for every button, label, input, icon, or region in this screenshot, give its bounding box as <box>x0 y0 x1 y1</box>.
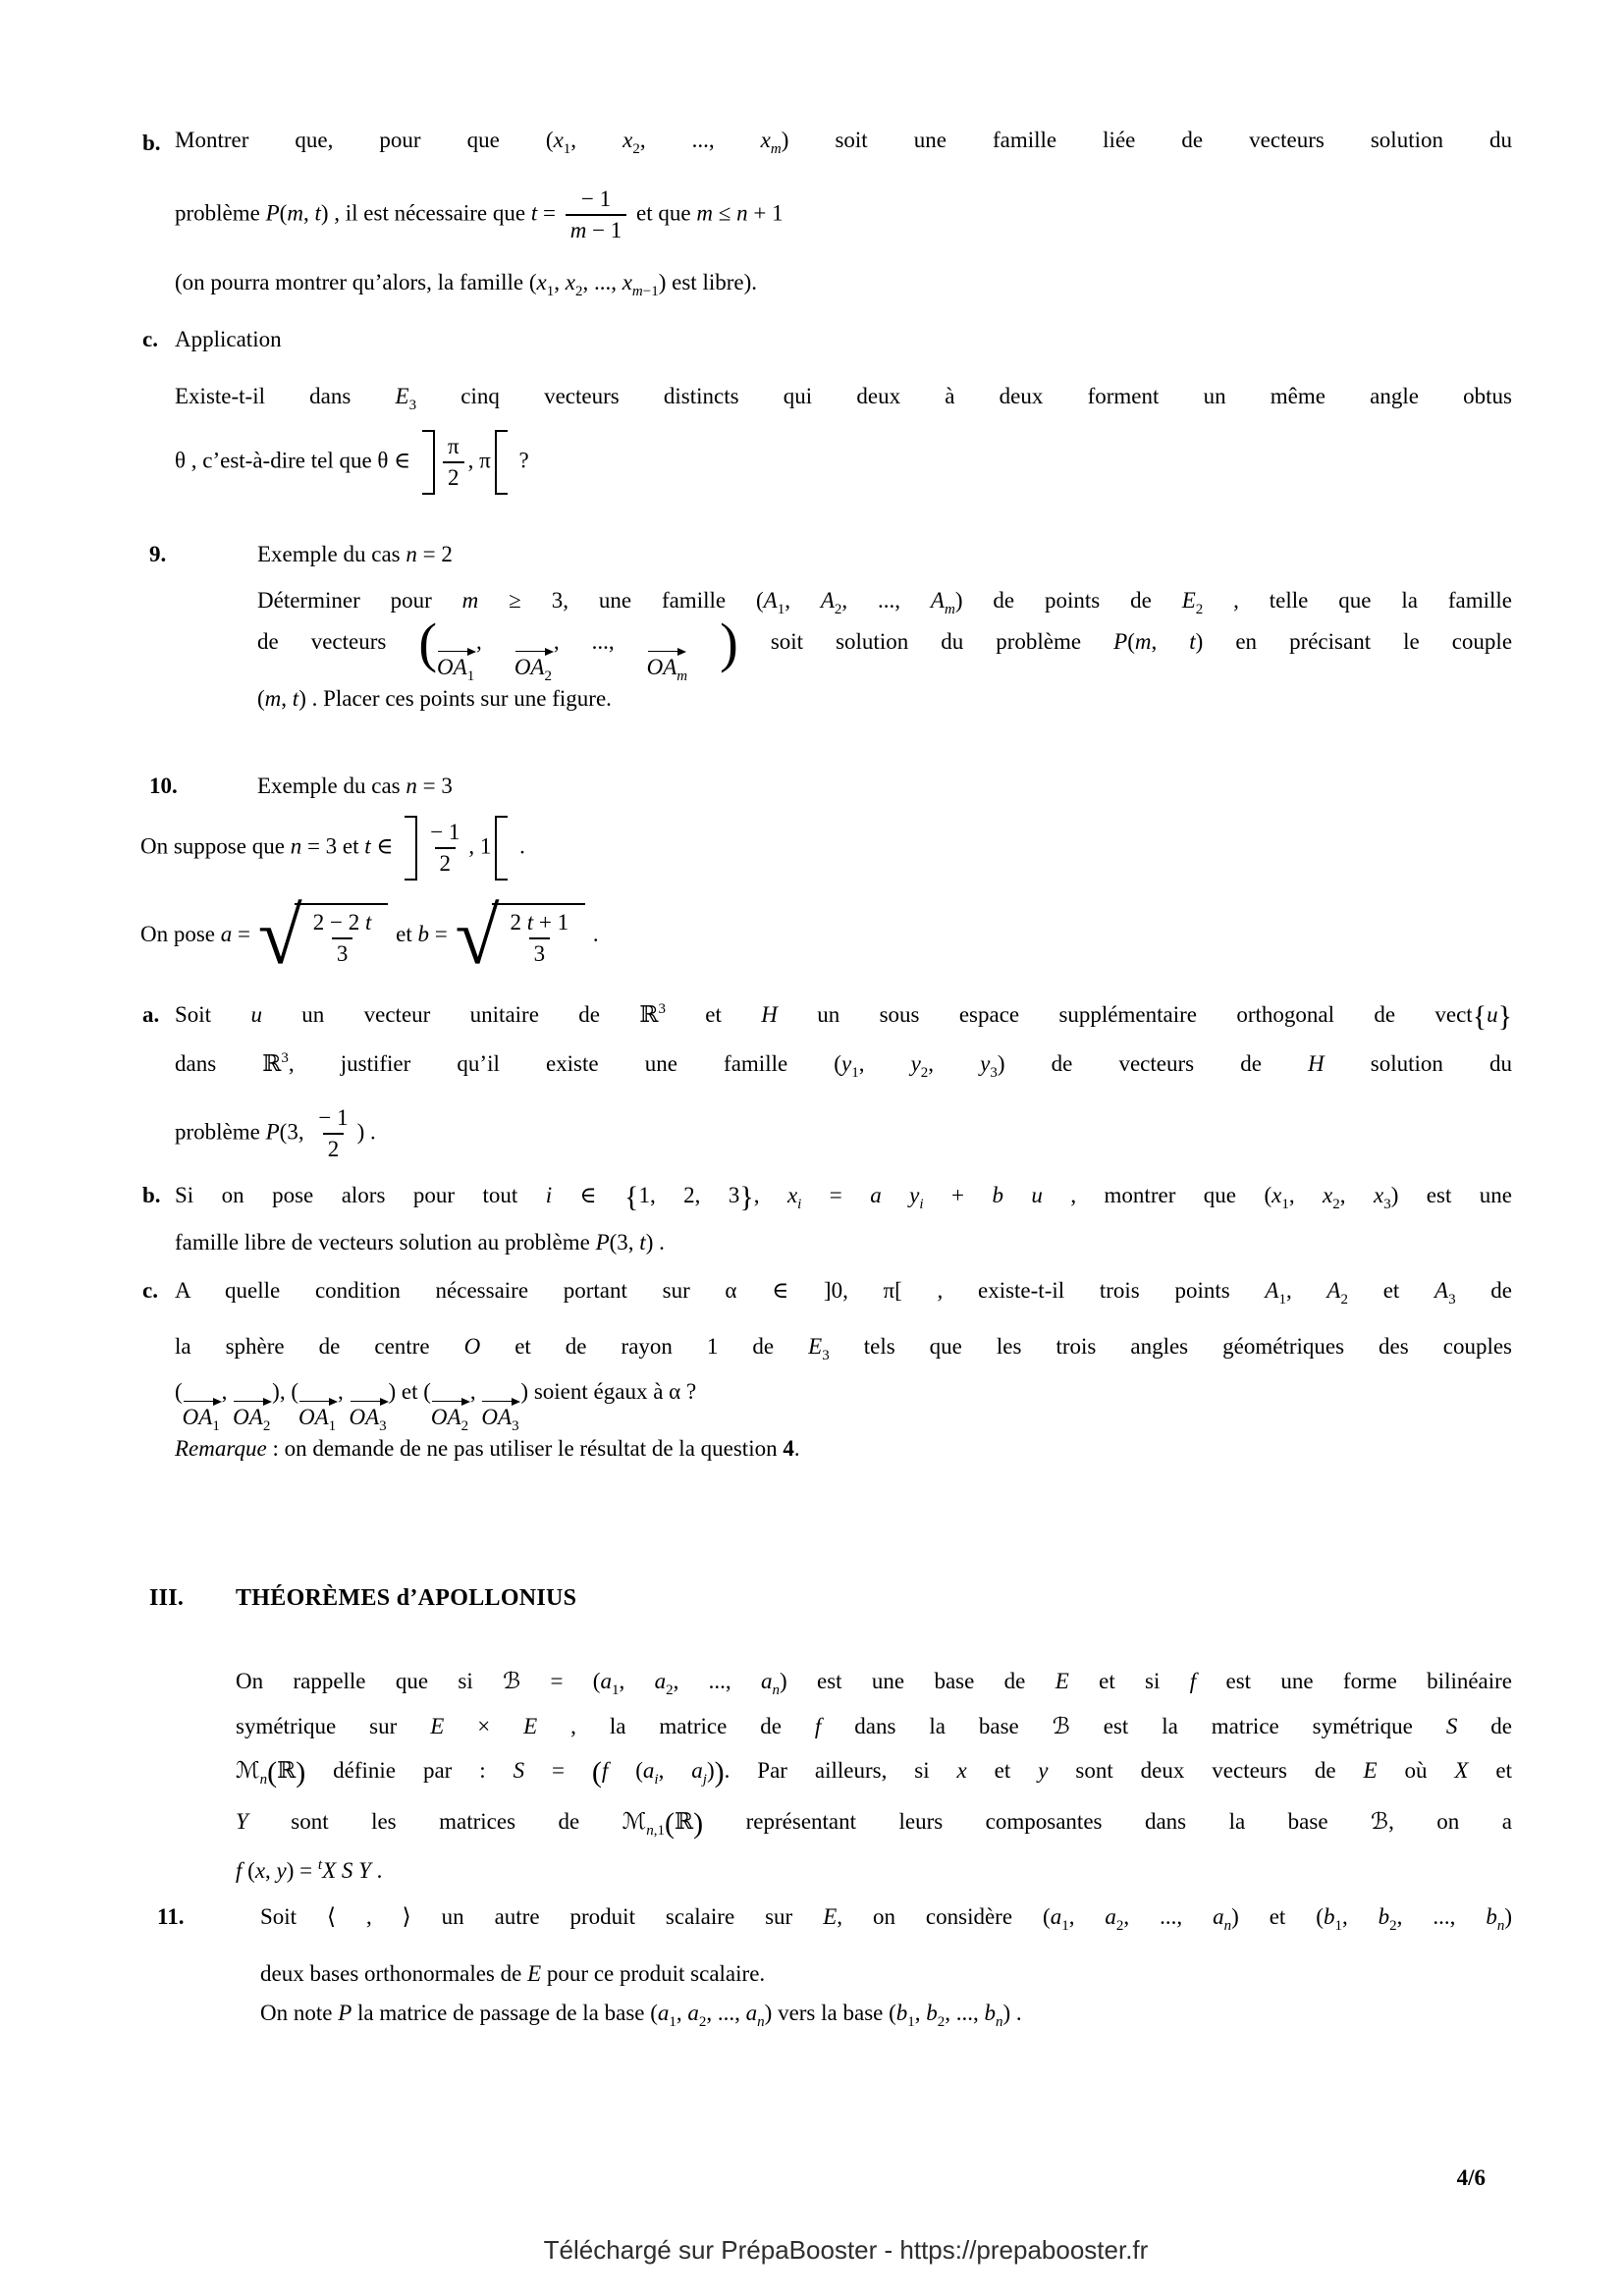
q10-line-3: On pose a = √ $\frac{2 - 2 t}{3}$ et b = √ $\frac{2 t + 1}{3}$ . <box>140 890 599 981</box>
q10b-line-2: famille libre de vecteurs solution au problème P(3, t) . <box>175 1230 665 1255</box>
item-b-line-2: problème P(m, t) , il est nécessaire que t = $\frac{- 1}{m - 1}$ et que m ≤ n + 1 <box>175 185 784 245</box>
q10c-label: c. <box>142 1278 158 1303</box>
q11-line-2: deux bases orthonormales de E pour ce produit scalaire. <box>260 1961 766 1986</box>
page-number: 4/6 <box>1456 2165 1486 2190</box>
footer-link[interactable]: Téléchargé sur PrépaBooster - https://prepabooster.fr <box>543 2235 1149 2265</box>
q10c-line-1: A quelle condition nécessaire portant sur α ∈ ]0, π[ , existe-t-il trois points $A_1$, $A_2$ et $A_3$ de <box>175 1278 1512 1308</box>
q10a-line-1: Soit u un vecteur unitaire de ℝ$^3$ et H un sous espace supplémentaire orthogonal de vect{u} <box>175 1000 1512 1033</box>
item-b-line-3: (on pourra montrer qu’alors, la famille ($x_1$, $x_2$, ..., $x_{m-1}$) est libre). <box>175 270 757 299</box>
q10-line-2: On suppose que n = 3 et t ∈ $\frac{- 1}{2}$ , 1 . <box>140 816 525 881</box>
q10a-line-2: dans ℝ$^3$, justifier qu’il existe une famille ($y_1$, $y_2$, $y_3$) de vecteurs de H solution du <box>175 1050 1513 1081</box>
item-c-line-1: Application <box>175 327 282 351</box>
item-b-label: b. <box>142 131 161 155</box>
q10-title: Exemple du cas n = 3 <box>257 774 453 798</box>
q11-label: 11. <box>157 1904 185 1929</box>
q10c-line-3: ( $OA_1$ , $OA_2$ ), ( $OA_1$ , $OA_3$ ) et ( $OA_2$ , $OA_3$ ) soient égaux à α ? <box>175 1379 697 1434</box>
q10-label: 10. <box>149 774 178 798</box>
section3-title: THÉORÈMES d’APOLLONIUS <box>236 1585 577 1611</box>
q10c-line-2: la sphère de centre O et de rayon 1 de $E_3$ tels que les trois angles géométriques des couples <box>175 1334 1512 1363</box>
q9-line-2: Déterminer pour m ≥ 3, une famille ($A_1$, $A_2$, ..., $A_m$) de points de $E_2$ , telle que la famille <box>257 588 1512 617</box>
q11-line-1: Soit ⟨ , ⟩ un autre produit scalaire sur E, on considère ($a_1$, $a_2$, ..., $a_n$) et ($b_1$, $b_2$, ..., $b_n$) <box>260 1904 1513 1934</box>
section3-label: III. <box>149 1585 185 1611</box>
item-c-line-3: θ , c’est-à-dire tel que θ ∈ $\frac{\pi}{2}$ , π ? <box>175 430 529 495</box>
q9-line-4: (m, t) . Placer ces points sur une figure. <box>257 686 612 711</box>
q10c-line-4: Remarque : on demande de ne pas utiliser le résultat de la question 4. <box>175 1436 800 1461</box>
q11-line-3: On note P la matrice de passage de la base ($a_1$, $a_2$, ..., $a_n$) vers la base ($b_1$, $b_2$, ..., $b_n$) . <box>260 2001 1022 2030</box>
section3-line-2: symétrique sur E × E , la matrice de f dans la base ℬ est la matrice symétrique S de <box>236 1714 1512 1738</box>
section3-line-3: ℳ$_n$(ℝ) définie par : S = (f ($a_i$, $a_j$)). Par ailleurs, si x et y sont deux vecteurs de E où X et <box>236 1756 1512 1789</box>
q9-title: Exemple du cas n = 2 <box>257 542 453 566</box>
q10a-line-3: problème P(3, $\frac{- 1}{2}$ ) . <box>175 1103 376 1164</box>
q10b-line-1: Si on pose alors pour tout i ∈ {1, 2, 3}, $x_i = a$ $y_i + b$ u , montrer que ($x_1$, $x_2$, $x_3$) est une <box>175 1181 1513 1213</box>
q10a-label: a. <box>142 1002 160 1027</box>
q9-label: 9. <box>149 542 167 566</box>
q9-line-3: de vecteurs ( $OA_1$ , $OA_2$ , ..., $OA_m$ ) soit solution du problème P(m, t) en précisant le couple <box>257 613 1513 684</box>
section3-line-4: Y sont les matrices de ℳ$_{n,1}$(ℝ) représentant leurs composantes dans la base ℬ, on a <box>236 1807 1512 1840</box>
item-c-label: c. <box>142 327 158 351</box>
item-c-line-2: Existe-t-il dans $E_3$ cinq vecteurs distincts qui deux à deux forment un même angle obtus <box>175 384 1512 413</box>
item-b-line-1: Montrer que, pour que ($x_1$, $x_2$, ..., $x_m$) soit une famille liée de vecteurs solution du <box>175 128 1513 157</box>
section3-line-5: f (x, y) = $^t$X S Y . <box>236 1857 383 1883</box>
section3-line-1: On rappelle que si ℬ = ($a_1$, $a_2$, ..., $a_n$) est une base de E et si f est une forme bilinéaire <box>236 1669 1513 1698</box>
q10b-label: b. <box>142 1183 161 1207</box>
